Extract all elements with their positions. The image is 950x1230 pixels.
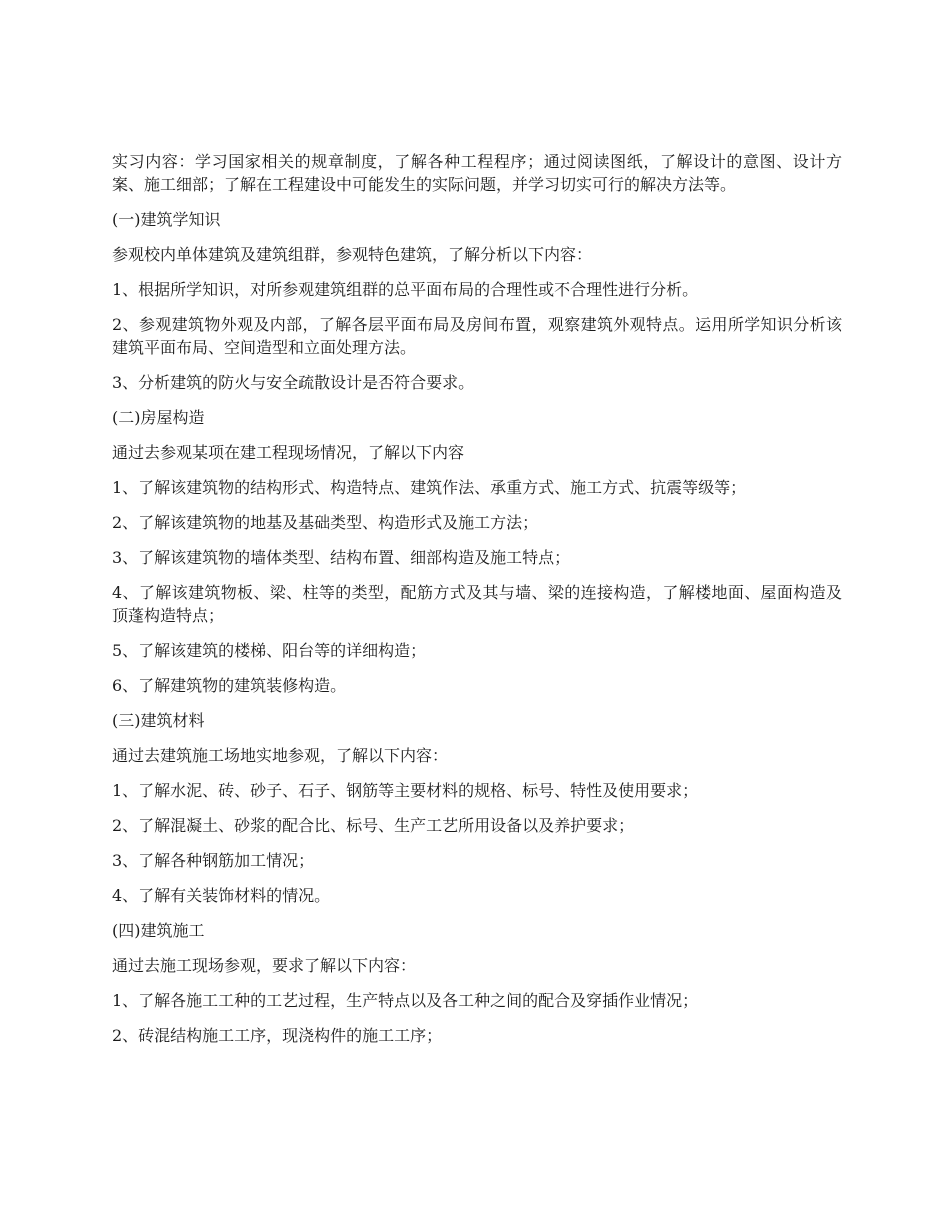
list-item: 3、了解各种钢筋加工情况；	[112, 851, 315, 870]
section-heading-construction: (二)房屋构造	[112, 408, 205, 427]
list-item: 2、参观建筑物外观及内部，了解各层平面布局及房间布置，观察建筑外观特点。运用所学知识分析该建筑平面布局、空间造型和立面处理方法。	[112, 315, 842, 357]
list-item: 4、了解有关装饰材料的情况。	[112, 886, 331, 905]
section-heading-materials: (三)建筑材料	[112, 711, 205, 730]
paragraph: 通过去参观某项在建工程现场情况，了解以下内容	[112, 443, 465, 462]
list-item: 1、了解各施工工种的工艺过程，生产特点以及各工种之间的配合及穿插作业情况；	[112, 991, 699, 1010]
list-item: 3、了解该建筑物的墙体类型、结构布置、细部构造及施工特点；	[112, 548, 571, 567]
list-item: 1、了解水泥、砖、砂子、石子、钢筋等主要材料的规格、标号、特性及使用要求；	[112, 781, 699, 800]
paragraph: 通过去建筑施工场地实地参观，了解以下内容：	[112, 746, 449, 765]
paragraph-intro: 实习内容：学习国家相关的规章制度，了解各种工程程序；通过阅读图纸，了解设计的意图、设计方案、施工细部；了解在工程建设中可能发生的实际问题，并学习切实可行的解决方法等。	[112, 152, 842, 194]
paragraph: 通过去施工现场参观，要求了解以下内容：	[112, 956, 417, 975]
list-item: 5、了解该建筑的楼梯、阳台等的详细构造；	[112, 641, 427, 660]
list-item: 2、了解混凝土、砂浆的配合比、标号、生产工艺所用设备以及养护要求；	[112, 816, 635, 835]
list-item: 2、砖混结构施工工序，现浇构件的施工工序；	[112, 1026, 443, 1045]
section-heading-architecture: (一)建筑学知识	[112, 210, 221, 229]
list-item: 4、了解该建筑物板、梁、柱等的类型，配筋方式及其与墙、梁的连接构造，了解楼地面、屋面构造及顶蓬构造特点；	[112, 583, 842, 625]
list-item: 6、了解建筑物的建筑装修构造。	[112, 676, 347, 695]
list-item: 3、分析建筑的防火与安全疏散设计是否符合要求。	[112, 373, 475, 392]
section-heading-building-construction: (四)建筑施工	[112, 921, 205, 940]
paragraph: 参观校内单体建筑及建筑组群，参观特色建筑，了解分析以下内容：	[112, 245, 593, 264]
document-body	[112, 150, 842, 1059]
list-item: 2、了解该建筑物的地基及基础类型、构造形式及施工方法；	[112, 513, 539, 532]
list-item: 1、了解该建筑物的结构形式、构造特点、建筑作法、承重方式、施工方式、抗震等级等；	[112, 478, 747, 497]
list-item: 1、根据所学知识，对所参观建筑组群的总平面布局的合理性或不合理性进行分析。	[112, 280, 699, 299]
